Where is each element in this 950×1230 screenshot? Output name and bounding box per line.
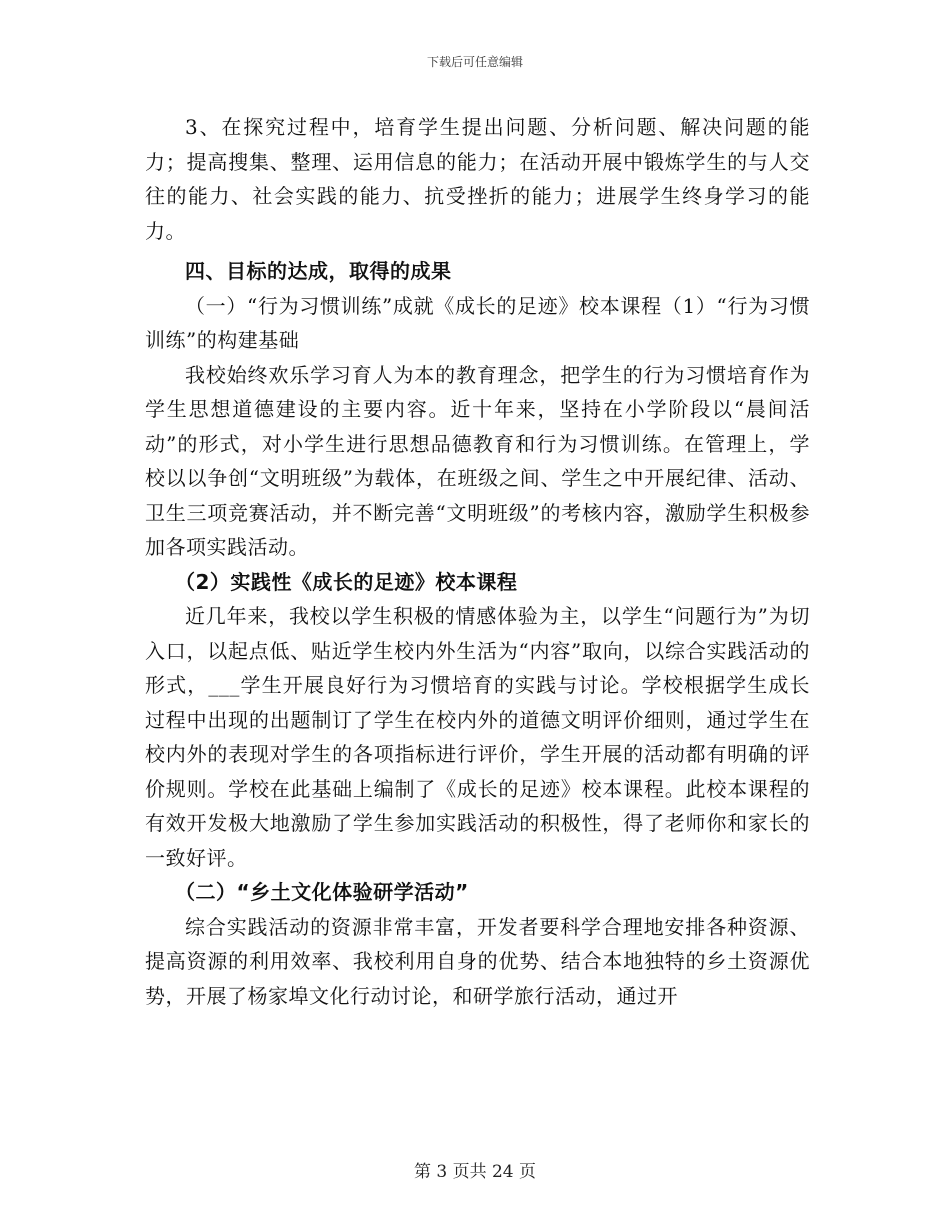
paragraph-habit-training-basis: 我校始终欢乐学习育人为本的教育理念，把学生的行为习惯培育作为学生思想道德建设的主要内容。近十年来，坚持在小学阶段以“晨间活动”的形式，对小学生进行思想品德教育和行为习惯训练。在管理上，学校以以争创“文明班级”为载体，在班级之间、学生之中开展纪律、活动、卫生三项竞赛活动，并不断完善“文明班级”的考核内容，激励学生积极参加各项实践活动。: [145, 362, 810, 559]
paragraph-practical-course: 近几年来，我校以学生积极的情感体验为主，以学生“问题行为”为切入口，以起点低、贴近学生校内外生活为“内容”取向，以综合实践活动的形式，___学生开展良好行为习惯培育的实践与讨论。学校根据学生成长过程中出现的出题制订了学生在校内外的道德文明评价细则，通过学生在校内外的表现对学生的各项指标进行评价，学生开展的活动都有明确的评价规则。学校在此基础上编制了《成长的足迹》校本课程。此校本课程的有效开发极大地激励了学生参加实践活动的积极性，得了老师你和家长的一致好评。: [145, 604, 810, 870]
paragraph-habit-training-title: （一）“行为习惯训练”成就《成长的足迹》校本课程（1）“行为习惯训练”的构建基础: [145, 293, 810, 352]
page-header: 下载后可任意编辑: [426, 55, 523, 69]
page-footer: 第 3 页共 24 页: [413, 1162, 537, 1182]
section-heading-results: 四、目标的达成，取得的成果: [185, 259, 452, 283]
paragraph-local-culture: 综合实践活动的资源非常丰富，开发者要科学合理地安排各种资源、提高资源的利用效率、我校利用自身的优势、结合本地独特的乡土资源优势，开展了杨家埠文化行动讨论，和研学旅行活动，通过开: [145, 914, 810, 1008]
subheading-practical-course: （2）实践性《成长的足迹》校本课程: [175, 569, 518, 594]
subheading-local-culture: （二）“乡土文化体验研学活动”: [175, 880, 469, 904]
document-body: [145, 110, 810, 1013]
paragraph-ability-goals: 3、在探究过程中，培育学生提出问题、分析问题、解决问题的能力；提高搜集、整理、运用信息的能力；在活动开展中锻炼学生的与人交往的能力、社会实践的能力、抗受挫折的能力；进展学生终身学习的能力。: [145, 115, 810, 243]
